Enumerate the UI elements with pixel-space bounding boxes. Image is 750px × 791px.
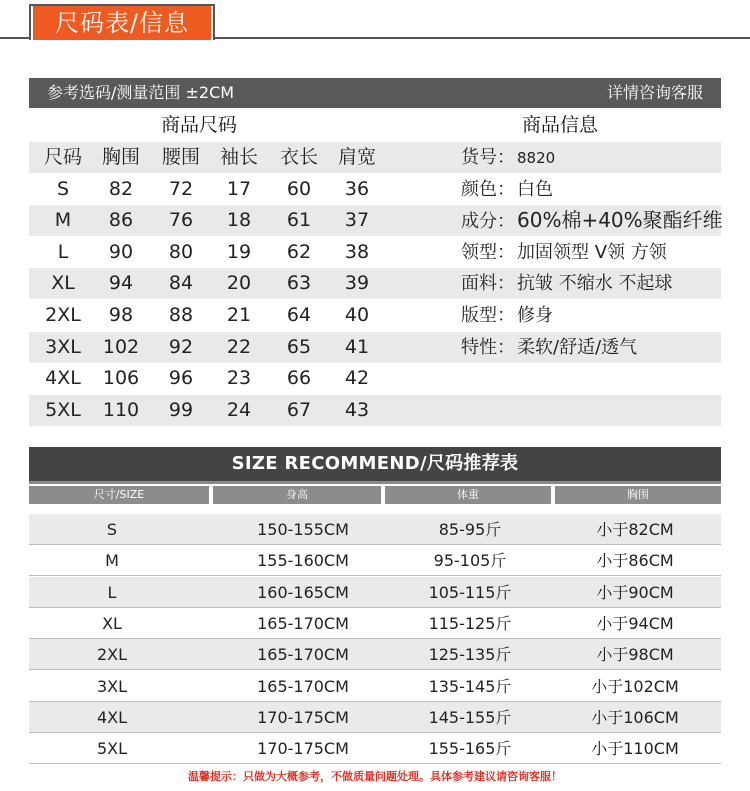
row-divider (29, 763, 721, 764)
size-table-cell: 72 (168, 177, 194, 200)
product-info-item (461, 332, 637, 363)
size-table-cell: 2XL (45, 304, 81, 326)
notice-text: 温馨提示：只做为大概参考，不做质量问题处理。具体参考建议请咨询客服！ (188, 770, 562, 783)
size-table-cell: 42 (344, 367, 370, 390)
size-table-row (29, 237, 721, 268)
product-info-value: 柔软/舒适/透气 (517, 336, 638, 358)
recommend-cell: 2XL (96, 645, 128, 665)
recommend-row (29, 702, 721, 733)
product-info-value: 修身 (517, 305, 553, 326)
size-table-cell: 61 (286, 209, 312, 232)
recommend-column-header: 身高 (213, 486, 381, 504)
recommend-row (29, 545, 721, 576)
size-table-cell: 36 (344, 177, 370, 200)
size-table-cell: 84 (168, 272, 194, 295)
size-table-cell: 67 (286, 398, 312, 421)
recommend-cell: M (105, 551, 119, 571)
product-info-item (461, 237, 667, 268)
size-table-cell: 24 (226, 398, 252, 421)
size-table-cell: 22 (226, 335, 252, 358)
size-table-cell: 39 (344, 272, 370, 295)
recommend-title: SIZE RECOMMEND/尺码推荐表 (29, 447, 721, 481)
recommend-cell: 小于86CM (596, 551, 674, 571)
size-table-cell: L (57, 240, 69, 263)
recommend-cell: 135-145斤 (428, 676, 512, 696)
page-title: 尺码表/信息 (33, 6, 211, 40)
product-info-key: 面料： (461, 273, 515, 295)
product-info-item (461, 142, 555, 173)
recommend-cell: S (106, 520, 118, 539)
size-table-row (29, 300, 721, 331)
recommend-cell: 160-165CM (257, 582, 349, 602)
size-column-header: 尺码 (43, 146, 82, 168)
size-table-cell: 18 (226, 209, 252, 232)
product-info-key: 成分： (461, 211, 515, 233)
size-table-cell: 37 (344, 209, 370, 232)
recommend-cell: 小于106CM (591, 707, 679, 727)
size-table-cell: 82 (108, 177, 134, 200)
size-table-cell: 40 (344, 304, 370, 326)
size-table-cell: 80 (168, 240, 194, 263)
recommend-cell: 115-125斤 (428, 613, 512, 633)
recommend-cell: 105-115斤 (428, 582, 512, 602)
product-info-key: 颜色： (461, 178, 515, 200)
size-table-row (29, 174, 721, 205)
recommend-cell: 小于98CM (596, 645, 674, 665)
product-info-item (461, 174, 553, 205)
product-info-value: 抗皱 不缩水 不起球 (517, 273, 673, 295)
recommend-row (29, 671, 721, 702)
size-table-cell: 106 (102, 367, 140, 390)
recommend-cell: 5XL (96, 739, 128, 759)
size-table-cell: 66 (286, 367, 312, 390)
size-table-cell: S (56, 177, 70, 200)
recommend-cell: 小于110CM (591, 739, 679, 759)
size-table-row (29, 395, 721, 426)
size-table-cell: 65 (286, 335, 312, 358)
recommend-row (29, 577, 721, 608)
recommend-cell: 95-105斤 (433, 551, 507, 571)
size-table-cell: 86 (108, 209, 134, 232)
recommend-column-header: 胸围 (555, 486, 721, 504)
recommend-cell: 小于82CM (596, 520, 674, 539)
size-table-cell: 43 (344, 398, 370, 421)
size-table-cell: 4XL (45, 367, 81, 390)
recommend-cell: 小于102CM (591, 676, 679, 696)
product-info-key: 领型： (461, 241, 515, 263)
product-info-key: 货号： (461, 147, 515, 168)
product-info-value: 加固领型 V领 方领 (517, 241, 667, 263)
size-table-cell: 38 (344, 240, 370, 263)
recommend-cell: 165-170CM (257, 676, 349, 696)
size-table-cell: 62 (286, 240, 312, 263)
size-table-cell: 96 (168, 367, 194, 390)
size-table-cell: 92 (168, 335, 194, 358)
product-info-value: 60%棉+40%聚酯纤维 (517, 208, 723, 233)
product-info-item (461, 205, 723, 236)
contact-service-link[interactable]: 详情咨询客服 (606, 83, 703, 102)
size-table-title: 商品尺码 (160, 114, 237, 136)
size-table-cell: 21 (226, 304, 252, 326)
product-info-item (461, 300, 553, 331)
recommend-cell: L (107, 582, 117, 602)
recommend-cell: 小于94CM (596, 613, 674, 633)
product-info-value: 白色 (517, 178, 553, 200)
recommend-cell: 85-95斤 (438, 520, 502, 539)
size-table-cell: 94 (108, 272, 134, 295)
size-table-cell: 63 (286, 272, 312, 295)
size-table-row (29, 205, 721, 236)
size-table-cell: 19 (226, 240, 252, 263)
product-info-item (461, 268, 672, 299)
size-table-cell: 102 (102, 335, 140, 358)
size-table-row (29, 363, 721, 394)
product-info-key: 版型： (461, 305, 515, 326)
recommend-cell: 165-170CM (257, 645, 349, 665)
size-table-row (29, 268, 721, 299)
recommend-cell: 4XL (96, 707, 128, 727)
recommend-column-header: 体重 (385, 486, 551, 504)
size-table-cell: 20 (226, 272, 252, 295)
recommend-cell: 155-160CM (257, 551, 349, 571)
recommend-cell: 150-155CM (257, 520, 349, 539)
product-info-key: 特性： (461, 336, 515, 358)
size-table-cell: 88 (168, 304, 194, 326)
size-table-cell: 64 (286, 304, 312, 326)
recommend-rule (29, 481, 721, 484)
recommend-cell: 155-165斤 (428, 739, 512, 759)
size-table-cell: 110 (102, 398, 140, 421)
product-info-value: 8820 (517, 149, 556, 167)
product-info-title: 商品信息 (521, 114, 598, 136)
recommend-cell: 170-175CM (257, 739, 349, 759)
size-table-cell: 98 (108, 304, 134, 326)
recommend-row (29, 639, 721, 670)
size-table-cell: 17 (226, 177, 252, 200)
size-table-cell: 5XL (45, 398, 81, 421)
size-table-cell: 90 (108, 240, 134, 263)
size-table-cell: 76 (168, 209, 194, 232)
recommend-row (29, 514, 721, 545)
recommend-cell: 165-170CM (257, 613, 349, 633)
size-column-header: 腰围 (161, 146, 200, 168)
size-table-cell: 99 (168, 398, 194, 421)
recommend-cell: 125-135斤 (428, 645, 512, 665)
measurement-note: 参考选码/测量范围 ±2CM (47, 83, 235, 102)
recommend-cell: 145-155斤 (428, 707, 512, 727)
recommend-column-header: 尺寸/SIZE (29, 486, 209, 504)
recommend-row (29, 733, 721, 764)
size-column-header: 胸围 (101, 146, 140, 168)
size-table-cell: 41 (344, 335, 370, 358)
size-table-cell: 60 (286, 177, 312, 200)
size-table-cell: XL (51, 272, 75, 295)
size-table-header (29, 142, 721, 173)
size-table-row (29, 332, 721, 363)
size-column-header: 衣长 (279, 146, 318, 168)
size-table-cell: 23 (226, 367, 252, 390)
recommend-cell: XL (102, 613, 122, 633)
size-table-cell: 3XL (45, 335, 81, 358)
size-column-header: 袖长 (219, 146, 258, 168)
recommend-cell: 170-175CM (257, 707, 349, 727)
measurement-bar (29, 78, 721, 108)
size-column-header: 肩宽 (337, 146, 376, 168)
recommend-cell: 3XL (96, 676, 128, 696)
recommend-row (29, 608, 721, 639)
size-table-cell: M (54, 209, 72, 232)
recommend-cell: 小于90CM (596, 582, 674, 602)
